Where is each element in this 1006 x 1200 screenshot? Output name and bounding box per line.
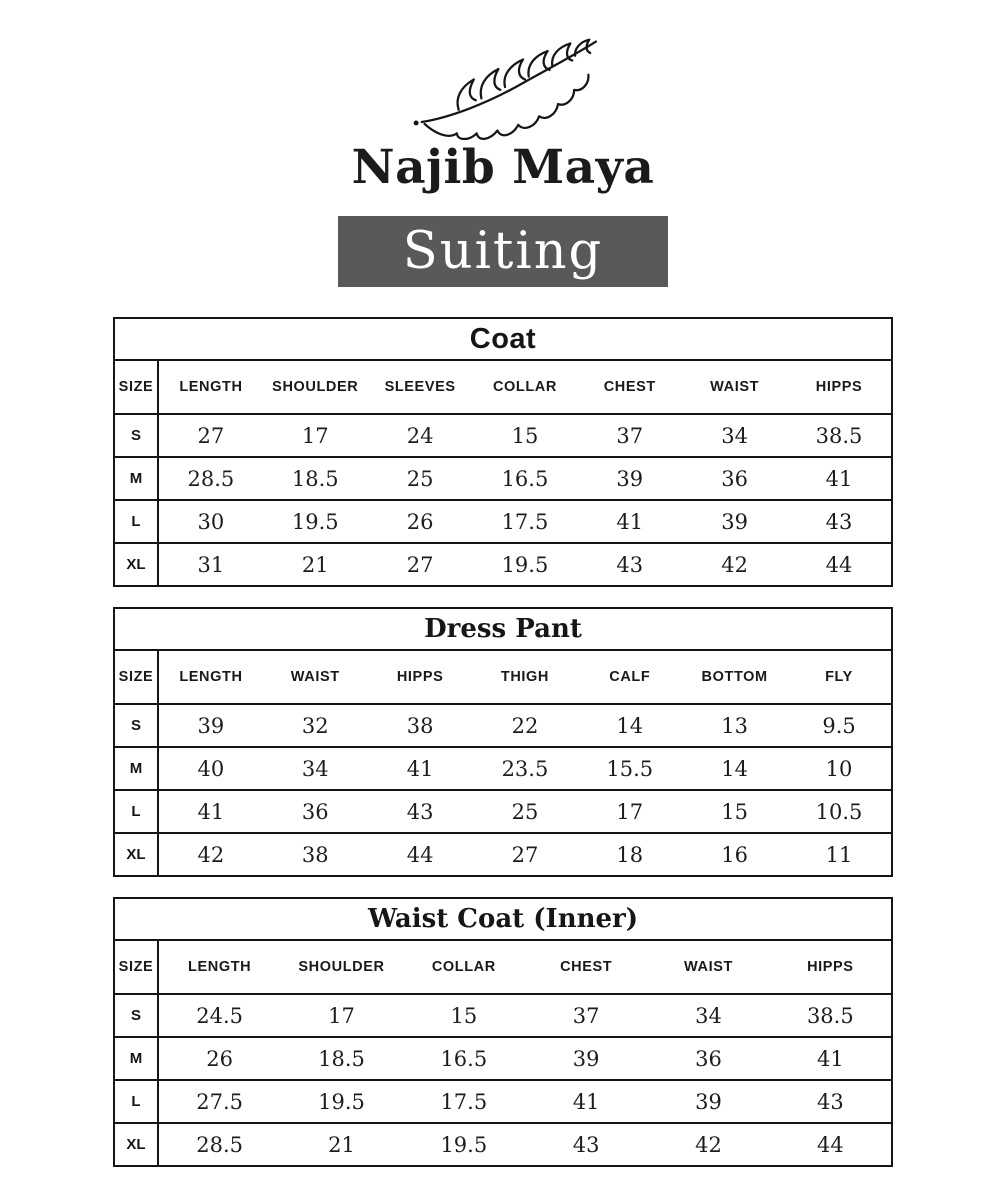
table-row: [114, 747, 892, 790]
cell-value: 11: [825, 842, 853, 867]
table-title-row: [114, 608, 892, 650]
cell-value: 39: [525, 1037, 647, 1080]
cell-value: 36: [263, 790, 368, 833]
cell-value: 16.5: [473, 457, 578, 500]
cell-value: 28.5: [196, 1132, 244, 1157]
cell-value: 26: [368, 500, 473, 543]
col-header-waist: WAIST: [647, 940, 769, 994]
size-column-header: SIZE: [114, 650, 158, 704]
cell-value: 13: [682, 704, 787, 747]
table-row: [114, 543, 892, 586]
cell-value: 44: [825, 552, 853, 577]
table-row: [114, 1080, 892, 1123]
size-column-header: SIZE: [114, 940, 158, 994]
column-header-row: [114, 650, 892, 704]
cell-value: 17: [577, 790, 682, 833]
cell-value: 17.5: [473, 500, 578, 543]
col-header-collar: COLLAR: [403, 940, 525, 994]
cell-value: 41: [577, 500, 682, 543]
col-header-calf: CALF: [577, 650, 682, 704]
cell-value: 41: [525, 1080, 647, 1123]
cell-value: 22: [473, 704, 578, 747]
table-row: [114, 1037, 892, 1080]
brand-name: Najib Maya: [351, 140, 655, 195]
cell-value: 10.5: [787, 790, 892, 833]
cell-value: 30: [158, 500, 263, 543]
cell-value: 38: [301, 842, 329, 867]
size-table-coat: [113, 317, 893, 587]
cell-value: 32: [263, 704, 368, 747]
cell-value: 42: [721, 552, 748, 577]
table-row: [114, 414, 892, 457]
table-title: Coat: [114, 318, 892, 360]
cell-value: 15: [682, 790, 787, 833]
cell-value: 42: [695, 1132, 722, 1157]
feather-quill-icon: [409, 34, 603, 140]
cell-value: 21: [328, 1132, 355, 1157]
size-label: S: [114, 704, 158, 747]
size-label: M: [114, 747, 158, 790]
size-label: L: [114, 500, 158, 543]
col-header-hipps: HIPPS: [787, 360, 892, 414]
table-row: [114, 1123, 892, 1166]
cell-value: 36: [647, 1037, 769, 1080]
cell-value: 37: [525, 994, 647, 1037]
cell-value: 43: [368, 790, 473, 833]
cell-value: 23.5: [473, 747, 578, 790]
cell-value: 34: [682, 414, 787, 457]
size-table-grid-coat: [113, 317, 893, 587]
cell-value: 37: [577, 414, 682, 457]
table-row: [114, 790, 892, 833]
cell-value: 36: [682, 457, 787, 500]
cell-value: 24.5: [158, 994, 280, 1037]
cell-value: 38: [368, 704, 473, 747]
cell-value: 18.5: [280, 1037, 402, 1080]
cell-value: 39: [158, 704, 263, 747]
cell-value: 31: [197, 552, 225, 577]
cell-value: 24: [368, 414, 473, 457]
cell-value: 43: [616, 552, 644, 577]
cell-value: 15: [403, 994, 525, 1037]
cell-value: 43: [787, 500, 892, 543]
cell-value: 16.5: [403, 1037, 525, 1080]
table-title-row: [114, 898, 892, 940]
size-label: S: [114, 414, 158, 457]
table-row: [114, 704, 892, 747]
size-label: M: [114, 1037, 158, 1080]
cell-value: 18: [616, 842, 644, 867]
cell-value: 15: [473, 414, 578, 457]
cell-value: 14: [577, 704, 682, 747]
cell-value: 21: [301, 552, 329, 577]
cell-value: 43: [770, 1080, 892, 1123]
cell-value: 16: [721, 842, 748, 867]
col-header-chest: CHEST: [525, 940, 647, 994]
size-label: XL: [114, 1123, 158, 1166]
cell-value: 14: [682, 747, 787, 790]
cell-value: 27: [406, 552, 434, 577]
size-table-waist-coat-inner: [113, 897, 893, 1167]
cell-value: 18.5: [263, 457, 368, 500]
cell-value: 28.5: [158, 457, 263, 500]
size-label: L: [114, 1080, 158, 1123]
cell-value: 34: [647, 994, 769, 1037]
cell-value: 27: [511, 842, 539, 867]
cell-value: 19.5: [280, 1080, 402, 1123]
cell-value: 10: [787, 747, 892, 790]
cell-value: 43: [572, 1132, 600, 1157]
cell-value: 17: [280, 994, 402, 1037]
col-header-shoulder: SHOULDER: [263, 360, 368, 414]
cell-value: 25: [368, 457, 473, 500]
cell-value: 38.5: [770, 994, 892, 1037]
cell-value: 39: [577, 457, 682, 500]
table-row: [114, 994, 892, 1037]
table-row: [114, 500, 892, 543]
cell-value: 26: [158, 1037, 280, 1080]
size-table-grid-waist-coat-inner: [113, 897, 893, 1167]
size-label: XL: [114, 543, 158, 586]
table-title-row: [114, 318, 892, 360]
size-label: XL: [114, 833, 158, 876]
table-row: [114, 457, 892, 500]
col-header-collar: COLLAR: [473, 360, 578, 414]
col-header-bottom: BOTTOM: [682, 650, 787, 704]
cell-value: 34: [263, 747, 368, 790]
col-header-length: LENGTH: [158, 940, 280, 994]
cell-value: 19.5: [263, 500, 368, 543]
col-header-shoulder: SHOULDER: [280, 940, 402, 994]
col-header-thigh: THIGH: [473, 650, 578, 704]
cell-value: 15.5: [577, 747, 682, 790]
cell-value: 39: [682, 500, 787, 543]
cell-value: 40: [158, 747, 263, 790]
cell-value: 19.5: [501, 552, 549, 577]
cell-value: 41: [368, 747, 473, 790]
size-label: L: [114, 790, 158, 833]
cell-value: 27.5: [158, 1080, 280, 1123]
cell-value: 44: [406, 842, 434, 867]
cell-value: 17: [263, 414, 368, 457]
table-title: Waist Coat (Inner): [114, 898, 892, 940]
table-title: Dress Pant: [114, 608, 892, 650]
col-header-waist: WAIST: [263, 650, 368, 704]
category-banner: [338, 216, 668, 287]
cell-value: 39: [647, 1080, 769, 1123]
size-table-grid-dress-pant: [113, 607, 893, 877]
brand-logo: [6, 34, 1006, 140]
col-header-waist: WAIST: [682, 360, 787, 414]
cell-value: 41: [770, 1037, 892, 1080]
cell-value: 19.5: [440, 1132, 488, 1157]
cell-value: 25: [473, 790, 578, 833]
col-header-hipps: HIPPS: [770, 940, 892, 994]
col-header-sleeves: SLEEVES: [368, 360, 473, 414]
size-column-header: SIZE: [114, 360, 158, 414]
cell-value: 42: [197, 842, 225, 867]
table-row: [114, 833, 892, 876]
cell-value: 38.5: [787, 414, 892, 457]
cell-value: 44: [816, 1132, 844, 1157]
cell-value: 27: [158, 414, 263, 457]
column-header-row: [114, 940, 892, 994]
col-header-chest: CHEST: [577, 360, 682, 414]
col-header-fly: FLY: [787, 650, 892, 704]
cell-value: 41: [787, 457, 892, 500]
cell-value: 9.5: [787, 704, 892, 747]
col-header-length: LENGTH: [158, 360, 263, 414]
column-header-row: [114, 360, 892, 414]
col-header-length: LENGTH: [158, 650, 263, 704]
cell-value: 41: [158, 790, 263, 833]
cell-value: 17.5: [403, 1080, 525, 1123]
size-table-dress-pant: [113, 607, 893, 877]
category-banner-label: Suiting: [402, 222, 604, 281]
size-charts: [113, 317, 893, 1167]
col-header-hipps: HIPPS: [368, 650, 473, 704]
size-label: M: [114, 457, 158, 500]
size-label: S: [114, 994, 158, 1037]
